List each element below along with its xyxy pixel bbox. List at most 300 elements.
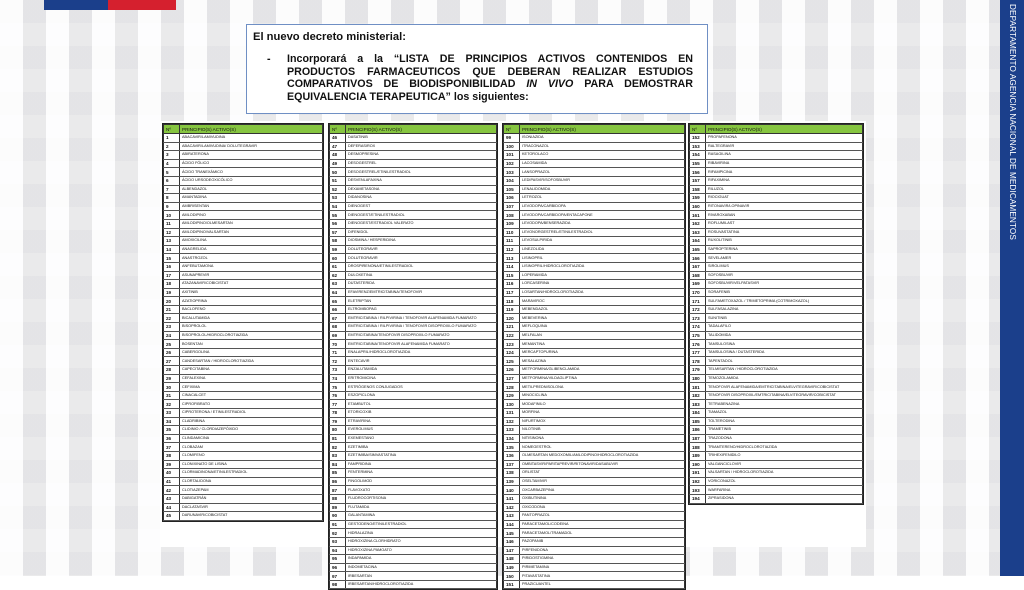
table-row bbox=[330, 245, 497, 254]
table-row bbox=[504, 348, 685, 357]
row-number: 119 bbox=[504, 305, 520, 314]
active-ingredient: DEFERASIROX bbox=[346, 142, 497, 151]
row-number: 152 bbox=[690, 134, 706, 143]
active-ingredient: TIAMAZOL bbox=[706, 409, 863, 418]
row-number: 13 bbox=[164, 237, 180, 246]
table-header-row bbox=[330, 125, 497, 134]
row-number: 125 bbox=[504, 357, 520, 366]
active-ingredient: OMBITASVIR/PARITAPREVIR/RITONAVIR/DASABUVIR bbox=[520, 460, 685, 469]
active-ingredient: ASUNAPREVIR bbox=[180, 271, 323, 280]
table-row bbox=[164, 142, 323, 151]
active-ingredient: OLMESARTAN MEDOXOMIL/AMLODIPINO/HIDROCLOROTIAZIDA bbox=[520, 451, 685, 460]
table-row bbox=[690, 323, 863, 332]
row-number: 160 bbox=[690, 202, 706, 211]
table-row bbox=[164, 374, 323, 383]
table-row bbox=[690, 366, 863, 375]
table-row bbox=[504, 486, 685, 495]
table-row bbox=[164, 357, 323, 366]
row-number: 169 bbox=[690, 280, 706, 289]
active-ingredient: CLOBAZAM bbox=[180, 443, 323, 452]
active-ingredient: VORICONAZOL bbox=[706, 477, 863, 486]
ingredients-table-4 bbox=[688, 123, 864, 505]
row-number: 66 bbox=[330, 305, 346, 314]
active-ingredient: BISOPROLOL/HIDROCLOROTIAZIDA bbox=[180, 331, 323, 340]
table-row bbox=[330, 211, 497, 220]
active-ingredient: ETRAVIRINA bbox=[346, 417, 497, 426]
row-number: 149 bbox=[504, 563, 520, 572]
active-ingredient: CLIDINIO / CLORDIAZEPÓXIDO bbox=[180, 426, 323, 435]
active-ingredient: CLINDAMICINA bbox=[180, 434, 323, 443]
row-number: 104 bbox=[504, 176, 520, 185]
table-row bbox=[164, 254, 323, 263]
row-number: 159 bbox=[690, 194, 706, 203]
row-number: 71 bbox=[330, 348, 346, 357]
row-number: 83 bbox=[330, 451, 346, 460]
active-ingredient: PITAVASTATINA bbox=[520, 572, 685, 581]
active-ingredient: PANTOPRAZOL bbox=[520, 512, 685, 521]
table-row bbox=[690, 486, 863, 495]
row-number: 54 bbox=[330, 202, 346, 211]
row-number: 103 bbox=[504, 168, 520, 177]
table-row bbox=[330, 486, 497, 495]
table-row bbox=[330, 391, 497, 400]
row-number: 9 bbox=[164, 202, 180, 211]
row-number: 25 bbox=[164, 340, 180, 349]
table-row bbox=[504, 383, 685, 392]
table-row bbox=[330, 280, 497, 289]
active-ingredient: ANFEBUTAMONA bbox=[180, 262, 323, 271]
table-row bbox=[164, 262, 323, 271]
row-number: 188 bbox=[690, 443, 706, 452]
active-ingredient: EFAVIRENZ/EMTRICITABINA/TENOFOVIR bbox=[346, 288, 497, 297]
row-number: 175 bbox=[690, 331, 706, 340]
table-row bbox=[164, 185, 323, 194]
active-ingredient: PARACETAMOL/TRAMADOL bbox=[520, 529, 685, 538]
active-ingredient: NILOTINIB bbox=[520, 426, 685, 435]
row-number: 102 bbox=[504, 159, 520, 168]
table-row bbox=[164, 271, 323, 280]
row-number: 91 bbox=[330, 520, 346, 529]
row-number: 128 bbox=[504, 383, 520, 392]
row-number: 133 bbox=[504, 426, 520, 435]
table-row bbox=[504, 340, 685, 349]
row-number: 172 bbox=[690, 305, 706, 314]
flag-stripe-red bbox=[108, 0, 176, 10]
table-row bbox=[504, 417, 685, 426]
active-ingredient: AMOXICILINA bbox=[180, 237, 323, 246]
table-row bbox=[690, 469, 863, 478]
active-ingredient: MODAFINILO bbox=[520, 400, 685, 409]
active-ingredient: RIOCIGUAT bbox=[706, 194, 863, 203]
table-row bbox=[690, 340, 863, 349]
table-row bbox=[504, 254, 685, 263]
row-number: 177 bbox=[690, 348, 706, 357]
active-ingredient: CANDESARTAN / HIDROCLOROTIAZIDA bbox=[180, 357, 323, 366]
row-number: 72 bbox=[330, 357, 346, 366]
table-row bbox=[504, 409, 685, 418]
row-number: 135 bbox=[504, 443, 520, 452]
active-ingredient: RIFAMPICINA bbox=[706, 168, 863, 177]
table-row bbox=[330, 366, 497, 375]
row-number: 50 bbox=[330, 168, 346, 177]
active-ingredient: OXICODONA bbox=[520, 503, 685, 512]
active-ingredient: OXIBUTININA bbox=[520, 494, 685, 503]
active-ingredient: LISINOPRIL bbox=[520, 254, 685, 263]
row-number: 16 bbox=[164, 262, 180, 271]
active-ingredient: TRIAMTERENO/HIDROCLOROTIAZIDA bbox=[706, 443, 863, 452]
active-ingredient: MEBENDAZOL bbox=[520, 305, 685, 314]
row-number: 143 bbox=[504, 512, 520, 521]
row-number: 180 bbox=[690, 374, 706, 383]
decree-body-part1: Incorporará a la “LISTA DE PRINCIPIOS ACTIVOS CONTENIDOS EN PRODUCTOS FARMACEUTICOS QUE DEBERAN REALIZAR ESTUDIOS COMPARATIVOS DE BIODISPONIBILIDAD bbox=[287, 53, 693, 90]
row-number: 2 bbox=[164, 142, 180, 151]
table-row bbox=[164, 151, 323, 160]
table-row bbox=[690, 288, 863, 297]
table-row bbox=[164, 202, 323, 211]
row-number: 20 bbox=[164, 297, 180, 306]
active-ingredient: DOLUTEGRAVIR bbox=[346, 245, 497, 254]
active-ingredient: CLORMADINONA/ETINILESTRADIOL bbox=[180, 469, 323, 478]
table-row bbox=[504, 494, 685, 503]
table-row bbox=[330, 202, 497, 211]
active-ingredient: ÁCIDO TRANEXÁMICO bbox=[180, 168, 323, 177]
row-number: 33 bbox=[164, 409, 180, 418]
active-ingredient: EZETIMIBA bbox=[346, 443, 497, 452]
table-row bbox=[164, 340, 323, 349]
row-number: 74 bbox=[330, 374, 346, 383]
row-number: 44 bbox=[164, 503, 180, 512]
table-row bbox=[164, 280, 323, 289]
active-ingredient: CLOTIAZEPAM bbox=[180, 486, 323, 495]
active-ingredient: INDOMETACINA bbox=[346, 563, 497, 572]
active-ingredient: ÁCIDO FÓLICO bbox=[180, 159, 323, 168]
active-ingredient: METFORMINA/VILDAGLIPTINA bbox=[520, 374, 685, 383]
table-row bbox=[504, 580, 685, 589]
table-row bbox=[690, 383, 863, 392]
row-number: 173 bbox=[690, 314, 706, 323]
row-number: 123 bbox=[504, 340, 520, 349]
row-number: 59 bbox=[330, 245, 346, 254]
table-row bbox=[504, 443, 685, 452]
row-number: 65 bbox=[330, 297, 346, 306]
active-ingredient: ANASTROZOL bbox=[180, 254, 323, 263]
active-ingredient: EMTRICITABINA / RILPIVIRINA / TENOFOVIR ALAFENAMIDA FUMARATO bbox=[346, 314, 497, 323]
table-row bbox=[690, 477, 863, 486]
row-number: 45 bbox=[164, 512, 180, 521]
table-row bbox=[330, 323, 497, 332]
active-ingredient: PIRFENIDONA bbox=[520, 546, 685, 555]
active-ingredient: RIFAXIMINA bbox=[706, 176, 863, 185]
active-ingredient: MINOCICLINA bbox=[520, 391, 685, 400]
table-row bbox=[690, 297, 863, 306]
row-number: 8 bbox=[164, 194, 180, 203]
table-header-row bbox=[504, 125, 685, 134]
row-number: 162 bbox=[690, 219, 706, 228]
row-number: 126 bbox=[504, 366, 520, 375]
table-row bbox=[164, 194, 323, 203]
active-ingredient: SIROLIMUS bbox=[706, 262, 863, 271]
row-number: 191 bbox=[690, 469, 706, 478]
table-row bbox=[690, 331, 863, 340]
table-row bbox=[690, 400, 863, 409]
active-ingredient: ANAGRELIDA bbox=[180, 245, 323, 254]
table-row bbox=[164, 512, 323, 521]
header-name: PRINCIPIO(S) ACTIVO(S) bbox=[346, 125, 497, 134]
header-name: PRINCIPIO(S) ACTIVO(S) bbox=[180, 125, 323, 134]
table-row bbox=[504, 245, 685, 254]
row-number: 88 bbox=[330, 494, 346, 503]
active-ingredient: EMTRICITABINA/TENOFOVIR ALAFENAMIDA FUMARATO bbox=[346, 340, 497, 349]
active-ingredient: GALANTAMINA bbox=[346, 512, 497, 521]
active-ingredient: ABIRATERONA bbox=[180, 151, 323, 160]
active-ingredient: TRIHEXIFENIDILO bbox=[706, 451, 863, 460]
row-number: 176 bbox=[690, 340, 706, 349]
active-ingredient: ERITROMICINA bbox=[346, 374, 497, 383]
row-number: 161 bbox=[690, 211, 706, 220]
active-ingredient: METFORMINA/GLIBENCLAMIDA bbox=[520, 366, 685, 375]
active-ingredient: CIPROTERONA / ETINILESTRADIOL bbox=[180, 409, 323, 418]
row-number: 86 bbox=[330, 477, 346, 486]
table-row bbox=[690, 142, 863, 151]
row-number: 148 bbox=[504, 555, 520, 564]
table-row bbox=[330, 400, 497, 409]
row-number: 130 bbox=[504, 400, 520, 409]
ingredients-table-3 bbox=[502, 123, 686, 590]
row-number: 23 bbox=[164, 323, 180, 332]
row-number: 132 bbox=[504, 417, 520, 426]
table-row bbox=[164, 477, 323, 486]
row-number: 61 bbox=[330, 262, 346, 271]
ingredients-table-2 bbox=[328, 123, 498, 590]
row-number: 127 bbox=[504, 374, 520, 383]
table-row bbox=[504, 477, 685, 486]
row-number: 87 bbox=[330, 486, 346, 495]
active-ingredient: LEVONORGESTREL/ETINILESTRADIOL bbox=[520, 228, 685, 237]
active-ingredient: VALGANCICLOVIR bbox=[706, 460, 863, 469]
active-ingredient: VALSARTAN / HIDROCLOROTIAZIDA bbox=[706, 469, 863, 478]
table-row bbox=[330, 134, 497, 143]
active-ingredient: MEBEVERINA bbox=[520, 314, 685, 323]
active-ingredient: LEVODOPA/BENSERAZIDA bbox=[520, 219, 685, 228]
table-row bbox=[330, 237, 497, 246]
row-number: 60 bbox=[330, 254, 346, 263]
table-row bbox=[330, 443, 497, 452]
active-ingredient: SEVELAMER bbox=[706, 254, 863, 263]
decree-title: El nuevo decreto ministerial: bbox=[253, 31, 406, 43]
row-number: 24 bbox=[164, 331, 180, 340]
row-number: 68 bbox=[330, 323, 346, 332]
active-ingredient: TRAZODONA bbox=[706, 434, 863, 443]
row-number: 90 bbox=[330, 512, 346, 521]
row-number: 111 bbox=[504, 237, 520, 246]
row-number: 31 bbox=[164, 391, 180, 400]
active-ingredient: ENALAPRIL/HIDROCLOROTIAZIDA bbox=[346, 348, 497, 357]
row-number: 22 bbox=[164, 314, 180, 323]
table-row bbox=[504, 211, 685, 220]
row-number: 51 bbox=[330, 176, 346, 185]
active-ingredient: DABIGATRÁN bbox=[180, 494, 323, 503]
row-number: 137 bbox=[504, 460, 520, 469]
active-ingredient: LEDIPASVIR/SOFOSBUVIR bbox=[520, 176, 685, 185]
active-ingredient: FENTERMINA bbox=[346, 469, 497, 478]
row-number: 186 bbox=[690, 426, 706, 435]
table-row bbox=[330, 417, 497, 426]
table-row bbox=[164, 168, 323, 177]
active-ingredient: DIFENIDOL bbox=[346, 228, 497, 237]
row-number: 79 bbox=[330, 417, 346, 426]
active-ingredient: ZIPRASIDONA bbox=[706, 494, 863, 503]
row-number: 35 bbox=[164, 426, 180, 435]
row-number: 64 bbox=[330, 288, 346, 297]
table-row bbox=[504, 434, 685, 443]
row-number: 147 bbox=[504, 546, 520, 555]
row-number: 56 bbox=[330, 219, 346, 228]
table-row bbox=[690, 271, 863, 280]
table-row bbox=[330, 494, 497, 503]
row-number: 122 bbox=[504, 331, 520, 340]
table-row bbox=[330, 348, 497, 357]
table-row bbox=[504, 391, 685, 400]
row-number: 41 bbox=[164, 477, 180, 486]
row-number: 193 bbox=[690, 486, 706, 495]
table-row bbox=[504, 314, 685, 323]
table-row bbox=[504, 400, 685, 409]
active-ingredient: NITISINONA bbox=[520, 434, 685, 443]
table-row bbox=[690, 219, 863, 228]
active-ingredient: TETRABENAZINA bbox=[706, 400, 863, 409]
active-ingredient: PRAZICUANTEL bbox=[520, 580, 685, 589]
row-number: 47 bbox=[330, 142, 346, 151]
row-number: 114 bbox=[504, 262, 520, 271]
active-ingredient: ITRACONAZOL bbox=[520, 142, 685, 151]
row-number: 95 bbox=[330, 555, 346, 564]
row-number: 107 bbox=[504, 202, 520, 211]
table-row bbox=[330, 219, 497, 228]
table-row bbox=[164, 469, 323, 478]
row-number: 140 bbox=[504, 486, 520, 495]
table-row bbox=[164, 409, 323, 418]
active-ingredient: RITONAVIR/LOPINAVIR bbox=[706, 202, 863, 211]
row-number: 116 bbox=[504, 280, 520, 289]
active-ingredient: MERCAPTOPURINA bbox=[520, 348, 685, 357]
table-row bbox=[504, 176, 685, 185]
table-row bbox=[504, 271, 685, 280]
active-ingredient: CLORTALIDONA bbox=[180, 477, 323, 486]
table-row bbox=[504, 142, 685, 151]
row-number: 164 bbox=[690, 237, 706, 246]
table-row bbox=[504, 194, 685, 203]
active-ingredient: LENALIDOMIDA bbox=[520, 185, 685, 194]
active-ingredient: TELMISARTAN / HIDROCLOROTIAZIDA bbox=[706, 366, 863, 375]
table-row bbox=[164, 245, 323, 254]
active-ingredient: LANSOPRAZOL bbox=[520, 168, 685, 177]
table-row bbox=[690, 237, 863, 246]
active-ingredient: CEFIXIMA bbox=[180, 383, 323, 392]
table-row bbox=[330, 314, 497, 323]
row-number: 77 bbox=[330, 400, 346, 409]
row-number: 146 bbox=[504, 537, 520, 546]
active-ingredient: RALTEGRAVIR bbox=[706, 142, 863, 151]
row-number: 139 bbox=[504, 477, 520, 486]
active-ingredient: OSELTAMIVIR bbox=[520, 477, 685, 486]
row-number: 1 bbox=[164, 134, 180, 143]
active-ingredient: EZETIMIBA/SIMVASTATINA bbox=[346, 451, 497, 460]
table-row bbox=[504, 537, 685, 546]
row-number: 81 bbox=[330, 434, 346, 443]
active-ingredient: TALIDOMIDA bbox=[706, 331, 863, 340]
active-ingredient: NOMEGESTROL bbox=[520, 443, 685, 452]
active-ingredient: DOLUTEGRAVIR bbox=[346, 254, 497, 263]
active-ingredient: DUTASTERIDA bbox=[346, 280, 497, 289]
active-ingredient: HIDRALAZINA bbox=[346, 529, 497, 538]
table-row bbox=[690, 262, 863, 271]
table-row bbox=[690, 348, 863, 357]
active-ingredient: BOSENTAN bbox=[180, 340, 323, 349]
active-ingredient: LETROZOL bbox=[520, 194, 685, 203]
row-number: 75 bbox=[330, 383, 346, 392]
active-ingredient: FLUDROCORTISONA bbox=[346, 494, 497, 503]
table-row bbox=[330, 580, 497, 589]
table-row bbox=[164, 400, 323, 409]
table-row bbox=[690, 280, 863, 289]
active-ingredient: HIDROXIZINA CLORHIDRATO bbox=[346, 537, 497, 546]
active-ingredient: NIFURTIMOX bbox=[520, 417, 685, 426]
row-number: 110 bbox=[504, 228, 520, 237]
active-ingredient: DESOGESTREL bbox=[346, 159, 497, 168]
active-ingredient: DULOXETINA bbox=[346, 271, 497, 280]
row-number: 194 bbox=[690, 494, 706, 503]
table-row bbox=[330, 194, 497, 203]
table-row bbox=[690, 460, 863, 469]
row-number: 182 bbox=[690, 391, 706, 400]
row-number: 28 bbox=[164, 366, 180, 375]
row-number: 76 bbox=[330, 391, 346, 400]
table-row bbox=[164, 366, 323, 375]
row-number: 11 bbox=[164, 219, 180, 228]
active-ingredient: PARACETAMOL/CODEINA bbox=[520, 520, 685, 529]
active-ingredient: DEXAMETASONA bbox=[346, 185, 497, 194]
table-row bbox=[690, 194, 863, 203]
active-ingredient: BISOPROLOL bbox=[180, 323, 323, 332]
row-number: 19 bbox=[164, 288, 180, 297]
table-row bbox=[330, 383, 497, 392]
row-number: 80 bbox=[330, 426, 346, 435]
active-ingredient: PROPAFENONA bbox=[706, 134, 863, 143]
active-ingredient: LOSARTAN/HIDROCLOROTIAZIDA bbox=[520, 288, 685, 297]
active-ingredient: BACLOFENO bbox=[180, 305, 323, 314]
row-number: 34 bbox=[164, 417, 180, 426]
active-ingredient: EXEMESTANO bbox=[346, 434, 497, 443]
decree-text-box bbox=[246, 24, 708, 114]
table-header-row bbox=[690, 125, 863, 134]
active-ingredient: TOLTERODINA bbox=[706, 417, 863, 426]
row-number: 118 bbox=[504, 297, 520, 306]
row-number: 53 bbox=[330, 194, 346, 203]
row-number: 97 bbox=[330, 572, 346, 581]
active-ingredient: LOPERAMIDA bbox=[520, 271, 685, 280]
active-ingredient: TENOFOVIR ALAFENAMIDA/EMTRICITABINA/ELVITEGRAVIR/COBICISTAT bbox=[706, 383, 863, 392]
active-ingredient: RIVAROXABAN bbox=[706, 211, 863, 220]
active-ingredient: TAMSULOSINA bbox=[706, 340, 863, 349]
table-row bbox=[330, 460, 497, 469]
row-number: 36 bbox=[164, 434, 180, 443]
bullet-dash: - bbox=[267, 53, 271, 65]
table-row bbox=[330, 228, 497, 237]
header-number: Nº bbox=[690, 125, 706, 134]
row-number: 167 bbox=[690, 262, 706, 271]
table-row bbox=[330, 409, 497, 418]
active-ingredient: ETAMBUTOL bbox=[346, 400, 497, 409]
